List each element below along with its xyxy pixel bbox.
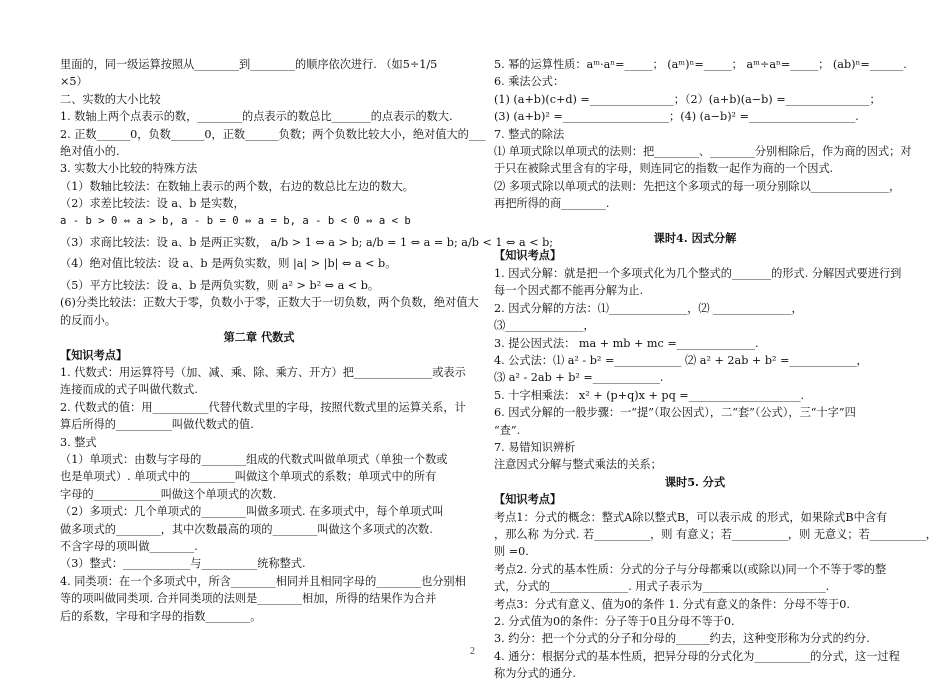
lesson-title: 课时5. 分式 <box>664 474 726 489</box>
text-line: 5. 幂的运算性质：aᵐ·aⁿ=_____； (aᵐ)ⁿ=_____； aᵐ÷aⁿ=_____； (ab)ⁿ=______. <box>494 58 907 71</box>
formula-line: a - b > 0 ⇔ a > b, a - b = 0 ⇔ a = b, a - b < 0 ⇔ a < b <box>60 214 411 227</box>
text-line: 则 =0. <box>494 545 529 559</box>
text-line: (3) (a+b)² =___________________；(4) (a−b)² =___________________. <box>494 110 859 124</box>
text-line: 4. 同类项：在一个多项式中，所含________相同并且相同字母的________也分别相 <box>60 574 466 588</box>
text-line: 算后所得的__________叫做代数式的值. <box>60 418 254 432</box>
section-heading: 【知识考点】 <box>494 248 562 263</box>
text-line: 1. 代数式：用运算符号（加、减、乘、除、乘方、开方）把______________或表示 <box>60 365 466 379</box>
text-line: （4）绝对值比较法：设 a、b 是两负实数，则 |a| > |b| ⇔ a < b。 <box>60 257 397 271</box>
blank-line <box>494 213 896 230</box>
text-line: （3）求商比较法：设 a、b 是两正实数， a/b > 1 ⇔ a > b; a/b = 1 ⇔ a = b; a/b < 1 ⇔ a < b; <box>60 236 554 250</box>
text-line: 1. 因式分解：就是把一个多项式化为几个整式的_______的形式. 分解因式要进行到 <box>494 266 902 280</box>
text-line: ，那么称 为分式. 若__________，则 有意义；若__________，则 无意义；若__________， <box>494 527 937 541</box>
text-line: 连接而成的式子叫做代数式. <box>60 383 198 397</box>
text-line: 6. 因式分解的一般步骤：一“提”（取公因式），二“套”（公式），三“十字”四 <box>494 406 856 420</box>
text-line: 3. 提公因式法： ma + mb + mc =______________. <box>494 336 759 350</box>
text-line: 4. 公式法：⑴ a² - b² =____________ ⑵ a² + 2ab + b² =____________， <box>494 353 868 367</box>
text-line: （2）求差比较法：设 a、b 是实数， <box>60 197 245 211</box>
text-line: （5）平方比较法：设 a、b 是两负实数，则 a² > b² ⇔ a < b。 <box>60 278 380 292</box>
text-line: 2. 正数______0，负数______0，正数______负数；两个负数比较大小，绝对值大的___ <box>60 127 486 141</box>
text-line: 每一个因式都不能再分解为止. <box>494 284 643 298</box>
text-line: 7. 整式的除法 <box>494 127 565 141</box>
text-line: 考点1：分式的概念：整式A除以整式B，可以表示成 的形式，如果除式B中含有 <box>494 510 888 524</box>
text-line: 1. 数轴上两个点表示的数，________的点表示的数总比_______的点表示的数大. <box>60 110 453 124</box>
text-line: (6)分类比较法：正数大于零，负数小于零，正数大于一切负数，两个负数，绝对值大 <box>60 296 479 310</box>
text-line: “查”. <box>494 423 521 437</box>
text-line: 称为分式的通分. <box>494 667 576 681</box>
text-line: 3. 整式 <box>60 435 97 449</box>
text-line: 字母的____________叫做这个单项式的次数. <box>60 487 277 501</box>
text-line: 后的系数，字母和字母的指数________。 <box>60 609 262 623</box>
text-line: 不含字母的项叫做________. <box>60 539 198 553</box>
text-line: 再把所得的商________. <box>494 197 610 211</box>
text-line: 考点3：分式有意义、值为0的条件 1. 分式有意义的条件：分母不等于0. <box>494 597 850 611</box>
section-heading: 【知识考点】 <box>494 492 562 507</box>
text-line: 做多项式的________，其中次数最高的项的________叫做这个多项式的次数. <box>60 522 433 536</box>
text-line: 考点2. 分式的基本性质：分式的分子与分母都乘以(或除以)同一个不等于零的整 <box>494 562 887 576</box>
text-line: （1）单项式：由数与字母的________组成的代数式叫做单项式（单独一个数或 <box>60 452 448 466</box>
text-line: （1）数轴比较法：在数轴上表示的两个数，右边的数总比左边的数大。 <box>60 179 414 193</box>
text-line: 4. 通分：根据分式的基本性质，把异分母的分式化为__________的分式，这一过程 <box>494 649 900 663</box>
text-line: 2. 因式分解的方法：⑴______________，⑵ ______________， <box>494 301 803 315</box>
text-line: 注意因式分解与整式乘法的关系； <box>494 458 662 472</box>
text-line: 7. 易错知识辨析 <box>494 440 576 454</box>
text-line: 2. 分式值为0的条件：分子等于0且分母不等于0. <box>494 615 735 628</box>
text-line: 也是单项式）. 单项式中的________叫做这个单项式的系数；单项式中的所有 <box>60 470 437 484</box>
text-line: （3）整式：____________与__________统称整式. <box>60 557 306 571</box>
text-line: 3. 实数大小比较的特殊方法 <box>60 162 198 176</box>
text-line: ⑵ 多项式除以单项式的法则：先把这个多项式的每一项分别除以______________， <box>494 179 901 193</box>
page-number: 2 <box>470 646 475 657</box>
text-line: 于只在被除式里含有的字母，则连同它的指数一起作为商的一个因式. <box>494 162 834 176</box>
chapter-title: 第二章 代数式 <box>223 330 295 345</box>
text-line: 的反而小。 <box>60 313 116 327</box>
text-line: ⑶ a² - 2ab + b² =____________. <box>494 371 664 385</box>
text-line: 2. 代数式的值：用__________代替代数式里的字母，按照代数式里的运算关系，计 <box>60 400 466 414</box>
lesson-title: 课时4. 因式分解 <box>653 231 737 246</box>
text-line: 等的项叫做同类项. 合并同类项的法则是________相加，所得的结果作为合并 <box>60 592 437 606</box>
text-line: 5. 十字相乘法： x² + (p+q)x + pq =____________________. <box>494 388 805 402</box>
right-column <box>494 56 937 683</box>
section-heading: 【知识考点】 <box>60 347 128 362</box>
text-line: ×5） <box>60 75 88 89</box>
text-line: 3. 约分：把一个分式的分子和分母的______约去，这种变形称为分式的约分. <box>494 632 870 646</box>
text-line: （2）多项式：几个单项式的________叫做多项式. 在多项式中，每个单项式叫 <box>60 505 444 519</box>
section-heading: 二、实数的大小比较 <box>60 92 161 106</box>
text-line: ⑶______________， <box>494 319 595 333</box>
text-line: 绝对值小的. <box>60 145 120 159</box>
text-line: 里面的，同一级运算按照从________到________的顺序依次进行. （如5÷1/5 <box>60 58 438 71</box>
text-line: ⑴ 单项式除以单项式的法则：把________、________分别相除后，作为商的因式；对 <box>494 145 912 159</box>
text-line: (1) (a+b)(c+d) =_______________；（2）(a+b)(a−b) =_______________； <box>494 92 881 106</box>
text-line: 式，分式的______________. 用式子表示为______________________. <box>494 580 830 594</box>
text-line: 6. 乘法公式： <box>494 75 565 89</box>
